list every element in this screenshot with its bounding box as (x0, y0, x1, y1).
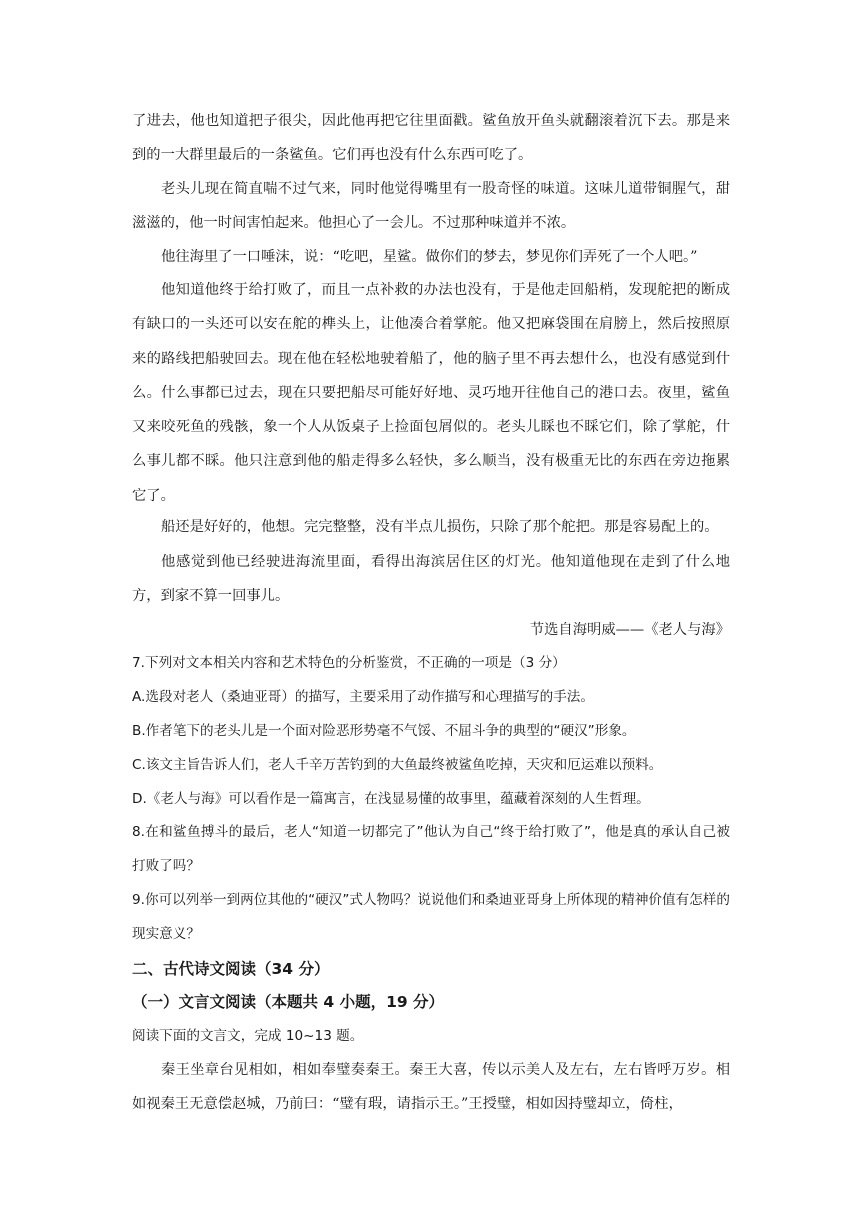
question-9: 9.你可以列举一到两位其他的“硬汉”式人物吗？说说他们和桑迪亚哥身上所体现的精神价值有怎样的现实意义？ (132, 892, 730, 942)
passage-paragraph-4: 他知道他终于给打败了，而且一点补救的办法也没有，于是他走回船梢，发现舵把的断成有缺口的一头还可以安在舵的榫头上，让他凑合着掌舵。他又把麻袋围在肩膀上，然后按照原来的路线把船驶回去。现在他在轻松地驶着船了，他的脑子里不再去想什么，也没有感觉到什么。什么事都已过去，现在只要把船尽可能好好地、灵巧地开往他自己的港口去。夜里，鲨鱼又来咬死鱼的残骸，象一个人从饭桌子上捡面包屑似的。老头儿睬也不睬它们，除了掌舵，什么事儿都不睬。他只注意到他的船走得多么轻快，多么顺当，没有极重无比的东西在旁边拖累它了。 (132, 282, 730, 504)
question-7-option-d: D.《老人与海》可以看作是一篇寓言，在浅显易懂的故事里，蕴藏着深刻的人生哲理。 (132, 791, 650, 807)
passage-paragraph-2: 老头儿现在简直喘不过气来，同时他觉得嘴里有一股奇怪的味道。这味儿道带铜腥气，甜滋滋的，他一时间害怕起来。他担心了一会儿。不过那种味道并不浓。 (132, 181, 730, 232)
passage-paragraph-5: 船还是好好的，他想。完完整整，没有半点儿损伤，只除了那个舵把。那是容易配上的。 (161, 519, 719, 535)
passage-paragraph-1: 了进去，他也知道把子很尖，因此他再把它往里面戳。鲨鱼放开鱼头就翻滚着沉下去。那是来到的一大群里最后的一条鲨鱼。它们再也没有什么东西可吃了。 (132, 113, 730, 164)
subsection-heading: （一）文言文阅读（本题共 4 小题，19 分） (132, 993, 445, 1011)
question-7-option-c: C.该文主旨告诉人们，老人千辛万苦钓到的大鱼最终被鲨鱼吃掉，天灾和厄运难以预料。 (132, 757, 663, 773)
classical-text: 秦王坐章台见相如，相如奉璧奏秦王。秦王大喜，传以示美人及左右，左右皆呼万岁。相如视秦王无意偿赵城，乃前曰：“璧有瑕，请指示王。”王授璧，相如因持璧却立，倚柱， (132, 1062, 730, 1113)
passage-paragraph-3: 他往海里了一口唾沫，说：“吃吧，星鲨。做你们的梦去，梦见你们弄死了一个人吧。” (161, 249, 698, 265)
passage-paragraph-6: 他感觉到他已经驶进海流里面，看得出海滨居住区的灯光。他知道他现在走到了什么地方，到家不算一回事儿。 (132, 554, 730, 605)
section-heading: 二、古代诗文阅读（34 分） (132, 960, 330, 978)
question-7-option-a: A.选段对老人（桑迪亚哥）的描写，主要采用了动作描写和心理描写的手法。 (132, 689, 594, 705)
section-instruction: 阅读下面的文言文，完成 10~13 题。 (132, 1028, 364, 1044)
question-7: 7.下列对文本相关内容和艺术特色的分析鉴赏，不正确的一项是（3 分） (132, 655, 566, 671)
question-7-option-b: B.作者笔下的老头儿是一个面对险恶形势毫不气馁、不屈斗争的典型的“硬汉”形象。 (132, 723, 636, 739)
question-8: 8.在和鲨鱼搏斗的最后，老人“知道一切都完了”他认为自己“终于给打败了”，他是真的承认自己被打败了吗？ (132, 824, 730, 874)
passage-source: 节选自海明威——《老人与海》 (529, 622, 730, 638)
